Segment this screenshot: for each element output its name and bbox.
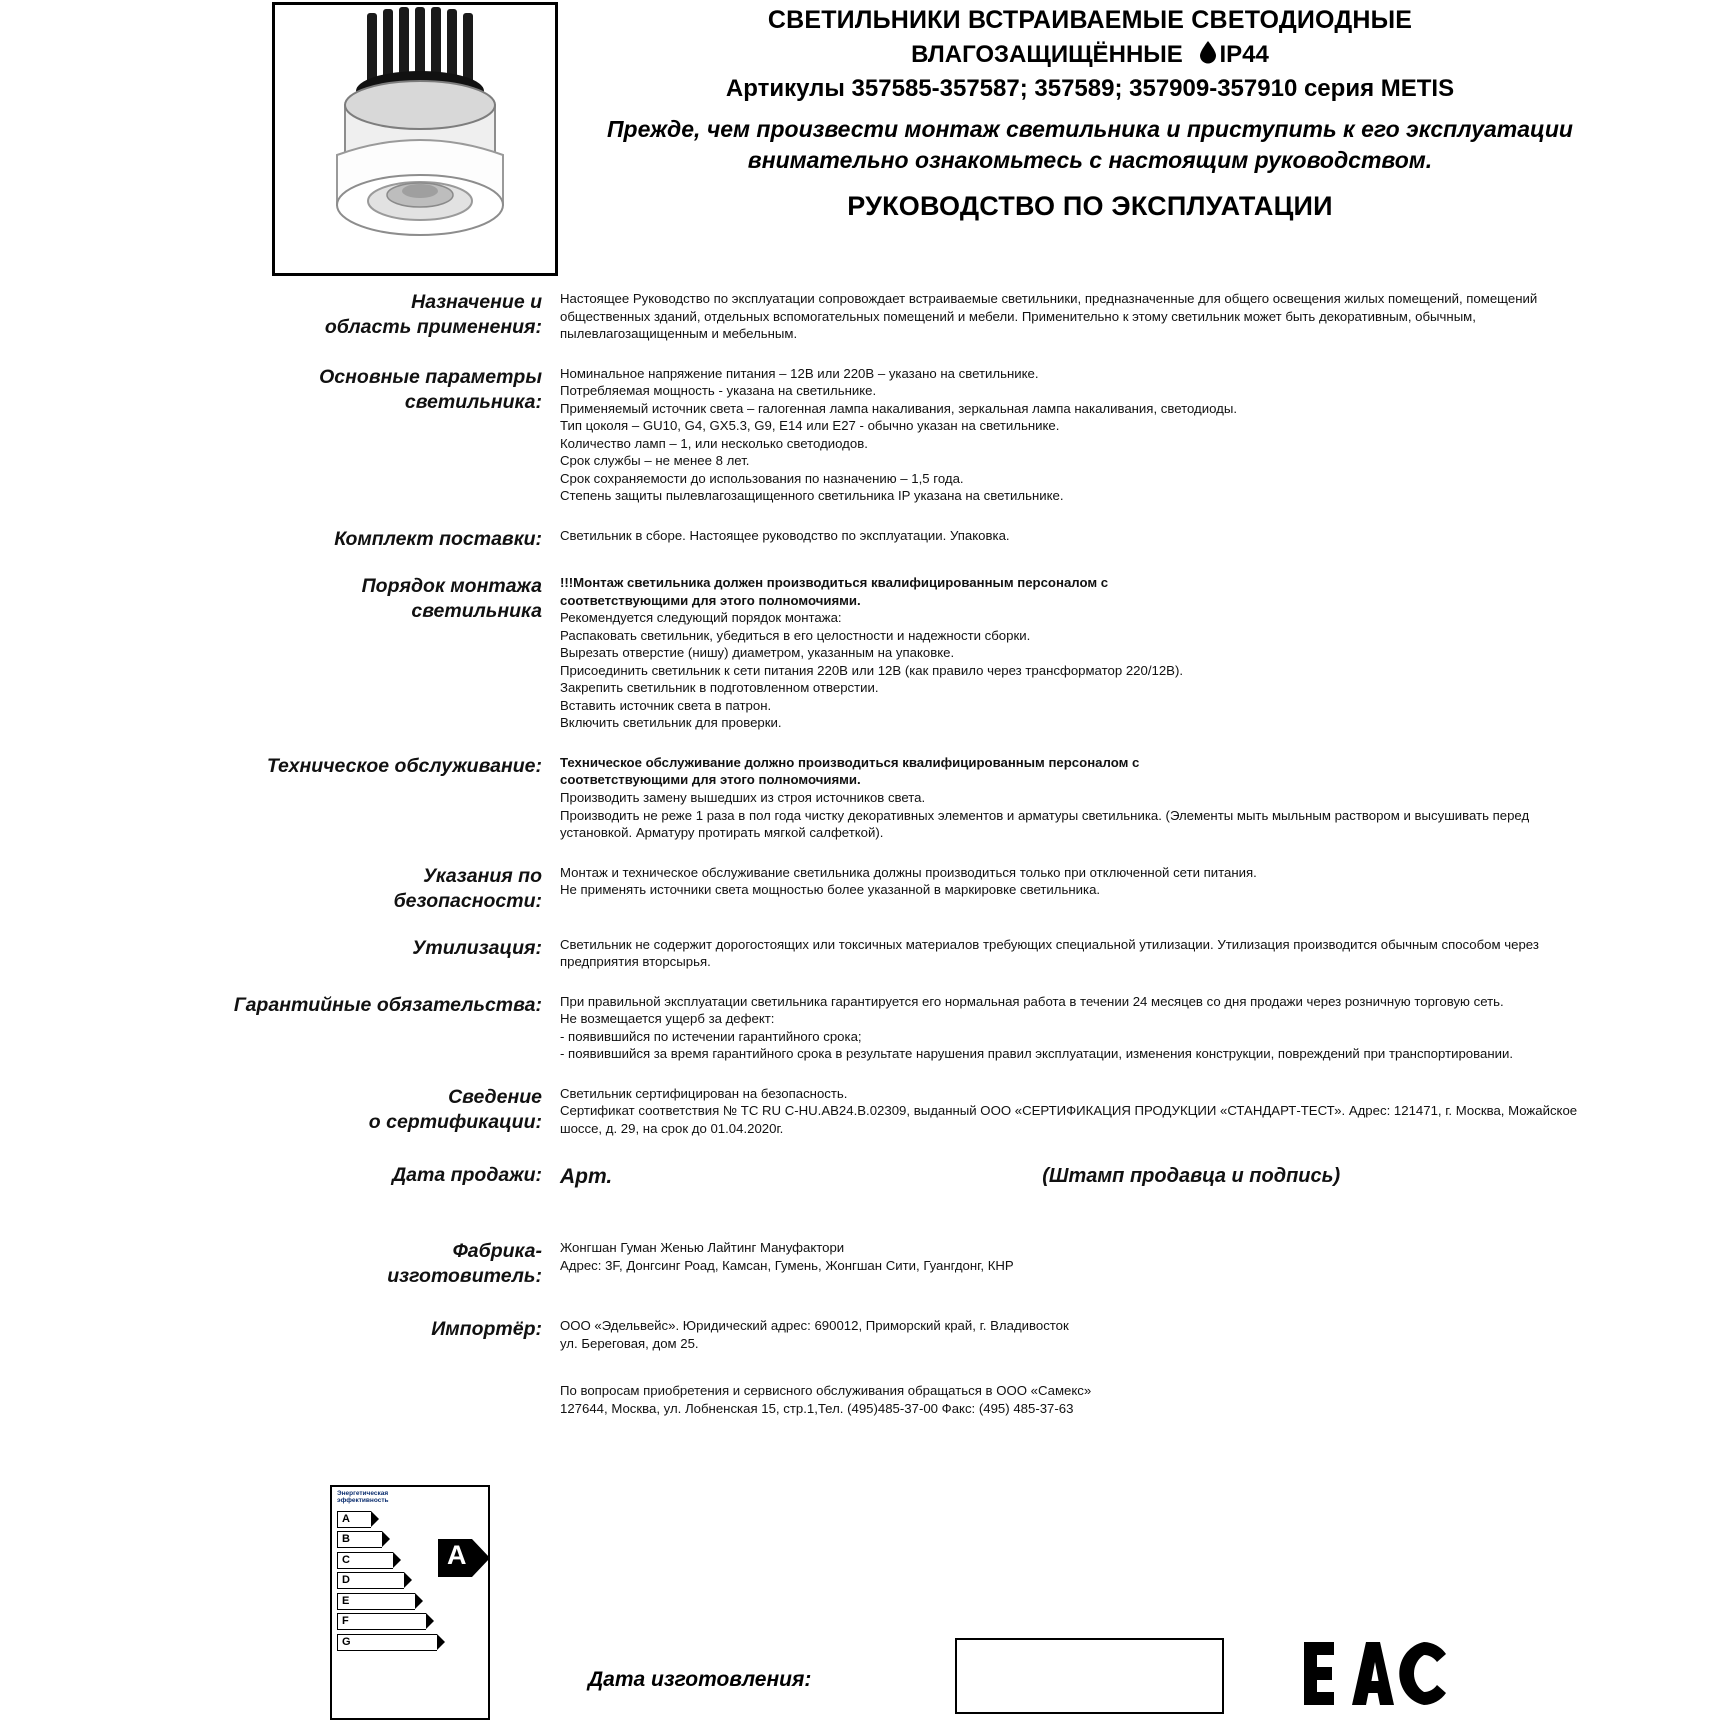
sale-row — [0, 1163, 1720, 1191]
section-paragraph: Степень защиты пылевлагозащищенного светильника IP указана на светильнике. — [560, 488, 1064, 504]
section-text — [560, 754, 1720, 842]
section-row — [0, 754, 1720, 842]
energy-class-letter: A — [342, 1512, 350, 1525]
section-text — [560, 1085, 1720, 1138]
section-paragraph: Распаковать светильник, убедиться в его целостности и надежности сборки. — [560, 627, 1031, 643]
section-paragraph: При правильной эксплуатации светильника гарантируется его нормальная работа в течении 24 месяцев со дня продажи через розничную торговую сеть. — [560, 993, 1504, 1009]
info-line: 127644, Москва, ул. Лобненская 15, стр.1,Тел. (495)485-37-00 Факс: (495) 485-37-63 — [560, 1400, 1074, 1416]
section-label: Утилизация: — [412, 936, 542, 959]
section-paragraph: Сертификат соответствия № ТС RU C-HU.АВ24.В.02309, выданный ООО «СЕРТИФИКАЦИЯ ПРОДУКЦИИ «СТАНДАРТ-ТЕСТ». Адрес: 121471, г. Москва, Можайское шоссе, д. 29, на срок до 01.04.2020г. — [560, 1103, 1578, 1136]
document-header — [0, 0, 1720, 290]
section-paragraph-bold: соответствующими для этого полномочиями. — [560, 592, 861, 608]
stamp-note: (Штамп продавца и подпись) — [1042, 1165, 1341, 1188]
section-paragraph: Светильник не содержит дорогостоящих или токсичных материалов требующих специальной утилизации. Утилизация производится обычным способом через предприятия вторсырья. — [560, 936, 1539, 970]
section-paragraph: Применяемый источник света – галогенная лампа накаливания, зеркальная лампа накаливания, светодиоды. — [560, 400, 1237, 416]
section-label: Назначение и область применения: — [324, 291, 542, 338]
section-paragraph: Номинальное напряжение питания – 12В или 220В – указано на светильнике. — [560, 365, 1039, 381]
info-line: ООО «Эдельвейс». Юридический адрес: 690012, Приморский край, г. Владивосток — [560, 1318, 1069, 1334]
section-paragraph: Не возмещается ущерб за дефект: — [560, 1011, 775, 1027]
energy-class-bar — [337, 1593, 415, 1610]
energy-class-row — [337, 1593, 483, 1610]
section-text — [560, 290, 1720, 343]
date-manufacture-box[interactable] — [955, 1638, 1224, 1714]
section-paragraph-bold: соответствующими для этого полномочиями. — [560, 772, 861, 788]
manufacturer-row — [0, 1239, 1720, 1289]
section-text — [560, 864, 1720, 899]
section-paragraph: Присоединить светильник к сети питания 220В или 12В (как правило через трансформатор 220/12В). — [560, 662, 1184, 678]
energy-class-row — [337, 1511, 483, 1528]
energy-label-title — [337, 1491, 483, 1505]
document-body — [0, 290, 1720, 1417]
importer-label: Импортёр: — [431, 1318, 542, 1341]
document-footer — [0, 1630, 1720, 1720]
section-paragraph: - появившийся по истечении гарантийного срока; — [560, 1028, 862, 1044]
section-text — [560, 936, 1720, 971]
section-paragraph-bold: Техническое обслуживание должно производиться квалифицированным персоналом с — [560, 754, 1140, 770]
energy-class-letter: C — [342, 1553, 350, 1566]
eac-icon — [1300, 1636, 1450, 1726]
eac-mark — [1300, 1636, 1450, 1726]
section-paragraph: Рекомендуется следующий порядок монтажа: — [560, 610, 842, 626]
header-text-block — [560, 6, 1620, 222]
energy-title-line-1: Энергетическая — [337, 1490, 389, 1497]
energy-class-letter: F — [342, 1615, 349, 1628]
info-line: Адрес: 3F, Донгсинг Роад, Камсан, Гумень, Жонгшан Сити, Гуангдонг, КНР — [560, 1257, 1014, 1273]
energy-selected-class — [438, 1539, 482, 1577]
section-paragraph: Закрепить светильник в подготовленном отверстии. — [560, 680, 879, 696]
water-drop-icon — [1199, 40, 1217, 72]
energy-class-bar — [337, 1531, 382, 1548]
section-row — [0, 936, 1720, 971]
energy-class-bar — [337, 1511, 371, 1528]
importer-text — [560, 1317, 1720, 1352]
section-paragraph: Светильник в сборе. Настоящее руководство по эксплуатации. Упаковка. — [560, 528, 1010, 544]
section-paragraph: Потребляемая мощность - указана на светильнике. — [560, 383, 877, 399]
intro-note: Прежде, чем произвести монтаж светильника и приступить к его эксплуатации внимательно ознакомьтесь с настоящим руководством. — [607, 116, 1573, 173]
info-line: По вопросам приобретения и сервисного обслуживания обращаться в ООО «Самекс» — [560, 1383, 1092, 1399]
section-paragraph: Не применять источники света мощностью более указанной в маркировке светильника. — [560, 882, 1101, 898]
energy-selected-class-letter: A — [447, 1540, 467, 1570]
section-row — [0, 864, 1720, 914]
energy-class-letter: D — [342, 1574, 350, 1587]
manufacturer-label: Фабрика- изготовитель: — [387, 1240, 542, 1288]
section-paragraph: Количество ламп – 1, или несколько светодиодов. — [560, 435, 868, 451]
section-row — [0, 574, 1720, 732]
energy-class-letter: E — [342, 1594, 350, 1607]
section-text — [560, 574, 1720, 732]
art-label: Арт. — [560, 1165, 613, 1189]
section-paragraph: Срок сохраняемости до использования по назначению – 1,5 года. — [560, 470, 964, 486]
section-paragraph: Включить светильник для проверки. — [560, 715, 782, 731]
section-label: Указания по безопасности: — [393, 864, 542, 912]
section-row — [0, 365, 1720, 505]
section-paragraph: Срок службы – не менее 8 лет. — [560, 453, 750, 469]
service-row — [0, 1382, 1720, 1417]
title-line-2 — [560, 40, 1620, 72]
section-label: Гарантийные обязательства: — [233, 993, 542, 1016]
articles-line: Артикулы 357585-357587; 357589; 357909-357910 серия METIS — [725, 75, 1455, 103]
section-row — [0, 993, 1720, 1063]
section-paragraph: Монтаж и техническое обслуживание светильника должны производиться только при отключенной сети питания. — [560, 864, 1257, 880]
energy-class-row — [337, 1613, 483, 1630]
section-row — [0, 290, 1720, 343]
energy-class-bar — [337, 1572, 404, 1589]
section-paragraph: Вставить источник света в патрон. — [560, 697, 772, 713]
energy-class-bar — [337, 1613, 426, 1630]
downlight-illustration — [275, 5, 555, 273]
section-text — [560, 365, 1720, 505]
sections-container — [0, 290, 1720, 1137]
importer-row — [0, 1317, 1720, 1352]
date-manufacture-label: Дата изготовления: — [588, 1668, 812, 1691]
section-label: Комплект поставки: — [334, 528, 542, 551]
section-paragraph-bold: !!!Монтаж светильника должен производиться квалифицированным персоналом с — [560, 574, 1109, 590]
section-row — [0, 527, 1720, 552]
energy-class-letter: G — [342, 1635, 351, 1648]
product-image — [272, 2, 558, 276]
section-paragraph: - появившийся за время гарантийного срока в результате нарушения правил эксплуатации, изменения конструкции, повреждений при транспортировании. — [560, 1046, 1514, 1062]
ip-rating: IP44 — [1219, 40, 1269, 68]
section-paragraph: Вырезать отверстие (нишу) диаметром, указанным на упаковке. — [560, 645, 955, 661]
section-paragraph: Светильник сертифицирован на безопасность. — [560, 1085, 848, 1101]
service-text — [560, 1382, 1720, 1417]
energy-class-bar — [337, 1552, 393, 1569]
title-line-2-text: ВЛАГОЗАЩИЩЁННЫЕ — [911, 40, 1183, 68]
section-label: Порядок монтажа светильника — [361, 574, 542, 622]
sale-fields — [560, 1163, 1720, 1191]
sale-label: Дата продажи: — [392, 1164, 542, 1187]
section-paragraph: Настоящее Руководство по эксплуатации сопровождает встраиваемые светильники, предназначенные для общего освещения жилых помещений, помещений общественных зданий, отдельных вспомогательных помещений и мебели. Применительно к этому светильник может быть декоративным, обычным, пылевлагозащищенным и мебельным. — [560, 291, 1538, 342]
title-line-1: СВЕТИЛЬНИКИ ВСТРАИВАЕМЫЕ СВЕТОДИОДНЫЕ — [767, 6, 1413, 34]
section-label: Основные параметры светильника: — [319, 365, 542, 413]
energy-title-line-2: эффективность — [337, 1496, 389, 1504]
section-text — [560, 527, 1720, 545]
manual-heading: РУКОВОДСТВО ПО ЭКСПЛУАТАЦИИ — [847, 191, 1333, 222]
section-text — [560, 993, 1720, 1063]
section-label: Техническое обслуживание: — [266, 754, 542, 777]
section-paragraph: Производить не реже 1 раза в пол года чистку декоративных элементов и арматуры светильника. (Элементы мыть мыльным раствором и высушивать перед установкой. Арматуру протирать мягкой салфеткой). — [560, 807, 1530, 841]
energy-class-letter: B — [342, 1533, 350, 1546]
section-label: Сведение о сертификации: — [368, 1085, 542, 1133]
info-line: Жонгшан Гуман Женью Лайтинг Мануфактори — [560, 1240, 845, 1256]
info-line: ул. Береговая, дом 25. — [560, 1335, 699, 1351]
section-paragraph: Производить замену вышедших из строя источников света. — [560, 789, 926, 805]
section-row — [0, 1085, 1720, 1138]
section-paragraph: Тип цоколя – GU10, G4, GX5.3, G9, Е14 или Е27 - обычно указан на светильнике. — [560, 418, 1060, 434]
manufacturer-text — [560, 1239, 1720, 1274]
